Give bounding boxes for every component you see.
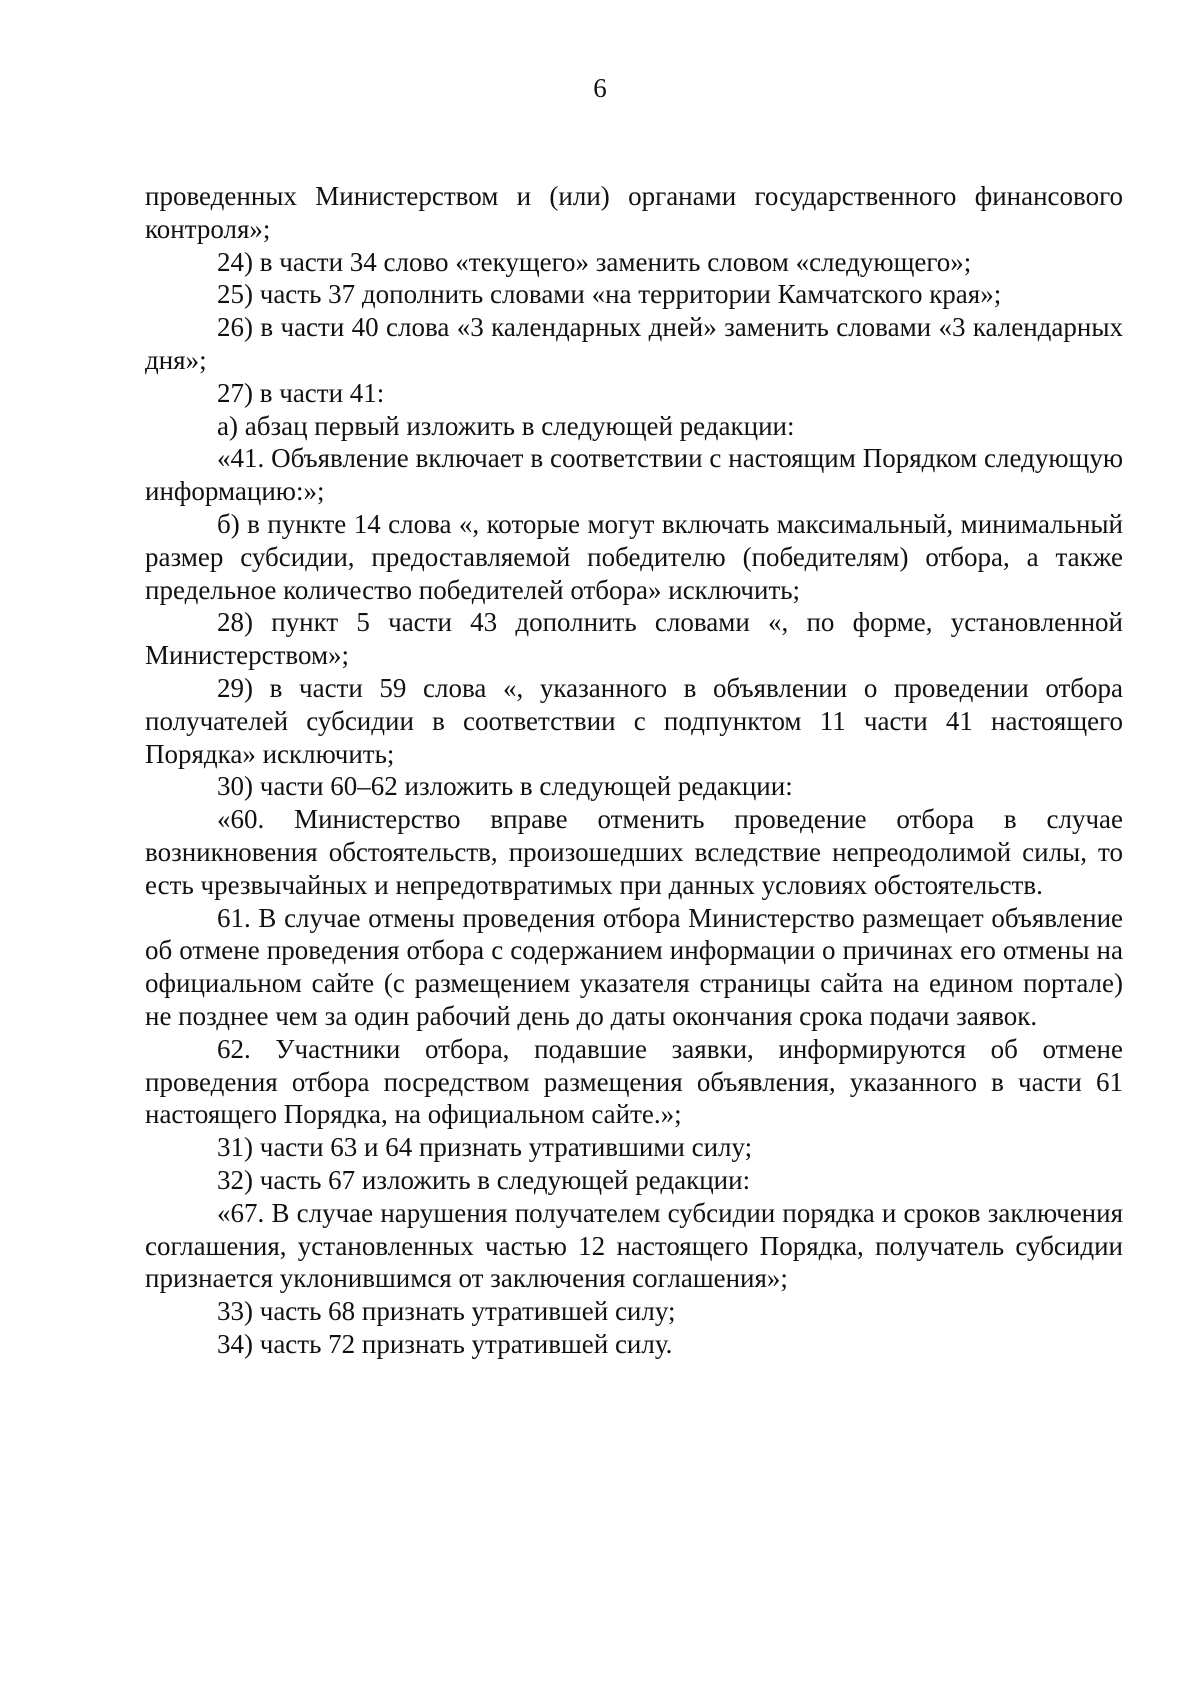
paragraph: 33) часть 68 признать утратившей силу; bbox=[217, 1296, 676, 1327]
paragraph: а) абзац первый изложить в следующей редакции: bbox=[217, 410, 795, 441]
paragraph: 30) части 60–62 изложить в следующей редакции: bbox=[217, 771, 793, 802]
paragraph: «60. Министерство вправе отменить проведение отбора в случае возникновения обстоятельств, произошедших вследствие непреодолимой силы, то есть чрезвычайных и непредотвратимых при данных условиях обстоятельств. bbox=[145, 804, 1123, 900]
paragraph: 32) часть 67 изложить в следующей редакции: bbox=[217, 1164, 751, 1195]
paragraph: 24) в части 34 слово «текущего» заменить словом «следующего»; bbox=[217, 246, 972, 277]
paragraph: 61. В случае отмены проведения отбора Министерство размещает объявление об отмене проведения отбора с содержанием информации о причинах его отмены на официальном сайте (с размещением указателя страницы сайта на едином портале) не позднее чем за один рабочий день до даты окончания срока подачи заявок. bbox=[145, 902, 1123, 1031]
paragraph: «67. В случае нарушения получателем субсидии порядка и сроков заключения соглашения, установленных частью 12 настоящего Порядка, получатель субсидии признается уклонившимся от заключения соглашения»; bbox=[145, 1197, 1123, 1294]
paragraph: 62. Участники отбора, подавшие заявки, информируются об отмене проведения отбора посредством размещения объявления, указанного в части 61 настоящего Порядка, на официальном сайте.»; bbox=[145, 1033, 1123, 1130]
paragraph: 29) в части 59 слова «, указанного в объявлении о проведении отбора получателей субсидии в соответствии с подпунктом 11 части 41 настоящего Порядка» исключить; bbox=[145, 672, 1123, 769]
paragraph: б) в пункте 14 слова «, которые могут включать максимальный, минимальный размер субсидии, предоставляемой победителю (победителям) отбора, а также предельное количество победителей отбора» исключить; bbox=[145, 508, 1123, 605]
paragraph: 31) части 63 и 64 признать утратившими силу; bbox=[217, 1132, 753, 1163]
page-number: 6 bbox=[593, 73, 607, 103]
paragraph: 27) в части 41: bbox=[217, 377, 385, 408]
paragraph: 25) часть 37 дополнить словами «на территории Камчатского края»; bbox=[217, 279, 1002, 310]
paragraph: 28) пункт 5 части 43 дополнить словами «, по форме, установленной Министерством»; bbox=[145, 607, 1123, 671]
document-body bbox=[145, 180, 1123, 1361]
paragraph: «41. Объявление включает в соответствии с настоящим Порядком следующую информацию:»; bbox=[145, 443, 1123, 507]
paragraph: 26) в части 40 слова «3 календарных дней» заменить словами «3 календарных дня»; bbox=[145, 312, 1123, 375]
paragraph: проведенных Министерством и (или) органами государственного финансового контроля»; bbox=[145, 181, 1123, 244]
paragraph: 34) часть 72 признать утратившей силу. bbox=[217, 1328, 673, 1359]
